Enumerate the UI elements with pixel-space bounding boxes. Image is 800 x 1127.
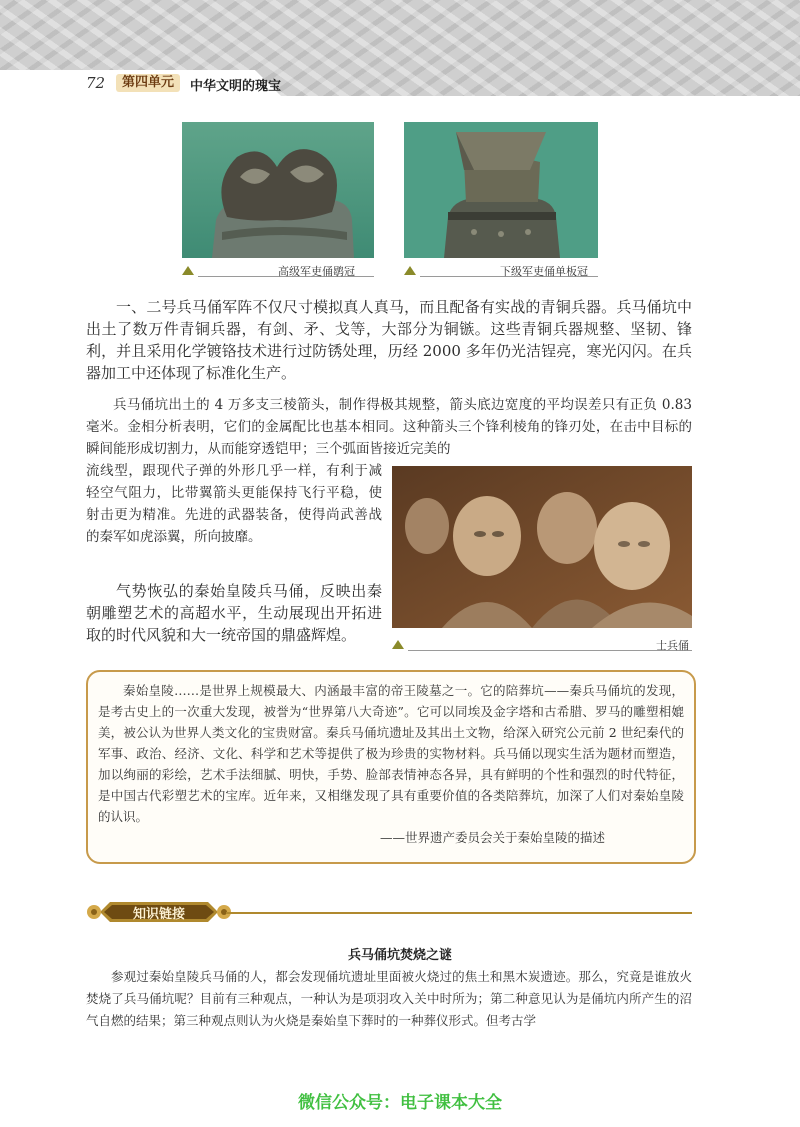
figure-caption-1: 高级军吏俑鹖冠 — [278, 265, 355, 278]
unit-title: 中华文明的瑰宝 — [190, 79, 282, 94]
body-paragraph-2-continued: 流线型，跟现代子弹的外形几乎一样，有利于减轻空气阻力，比带翼箭头更能保持飞行平稳，使射击更为精准。先进的武器装备，使得尚武善战的秦军如虎添翼，所向披靡。 — [86, 463, 382, 545]
quote-source: ——世界遗产委员会关于秦始皇陵的描述 — [380, 830, 606, 845]
photo-lower-officer-cap — [404, 122, 598, 258]
header-divider — [0, 96, 800, 102]
photo-soldier-figurines — [392, 466, 692, 628]
figure-caption-2: 下级军吏俑单板冠 — [500, 265, 588, 278]
footer-watermark: 微信公众号：电子课本大全 — [298, 1093, 502, 1113]
knowledge-link-banner — [86, 897, 232, 927]
body-paragraph-2: 兵马俑坑出土的 4 万多支三棱箭头，制作得极其规整，箭头底边宽度的平均误差只有正负 0.83 毫米。金相分析表明，它们的金属配比也基本相同。这种箭头三个锋利棱角的锋刃处，在击中目标的瞬间能形成切割力，从而能穿透铠甲；三个弧面皆接近完美的 — [86, 397, 692, 457]
photo-high-officer-cap — [182, 122, 374, 258]
body-paragraph-1: 一、二号兵马俑军阵不仅尺寸模拟真人真马，而且配备有实战的青铜兵器。兵马俑坑中出土了数万件青铜兵器，有剑、矛、戈等，大部分为铜镞。这些青铜兵器规整、坚韧、锋利，并且采用化学镀铬技术进行过防锈处理，历经 2000 多年仍光洁锃亮，寒光闪闪。在兵器加工中还体现了标准化生产。 — [86, 298, 692, 382]
soldier-figurines-image — [392, 466, 692, 628]
caption-marker-icon — [404, 266, 416, 275]
body-paragraph-3: 气势恢弘的秦始皇陵兵马俑，反映出秦朝雕塑艺术的高超水平，生动展现出开拓进取的时代风貌和大一统帝国的鼎盛辉煌。 — [86, 582, 382, 644]
knowledge-title: 兵马俑坑焚烧之谜 — [347, 948, 452, 963]
caption-marker-icon — [392, 640, 404, 649]
knowledge-text: 参观过秦始皇陵兵马俑的人，都会发现俑坑遗址里面被火烧过的焦土和黑木炭遗迹。那么，究竟是谁放火焚烧了兵马俑坑呢？目前有三种观点，一种认为是项羽攻入关中时所为；第二种意见认为是俑坑内所产生的沼气自燃的结果；第三种观点则认为火烧是秦始皇下葬时的一种葬仪形式。但考古学 — [86, 969, 692, 1028]
caption-marker-icon — [182, 266, 194, 275]
caption-rule — [408, 650, 692, 651]
figure-caption-3: 士兵俑 — [656, 639, 689, 652]
knowledge-link-rule — [226, 912, 692, 914]
quote-text: 秦始皇陵……是世界上规模最大、内涵最丰富的帝王陵墓之一。它的陪葬坑——秦兵马俑坑的发现，是考古史上的一次重大发现，被誉为“世界第八大奇迹”。它可以同埃及金字塔和古希腊、罗马的雕塑相媲美，被公认为世界人类文化的宝贵财富。秦兵马俑坑遗址及其出土文物，给深入研究公元前 2 世纪秦代的军事、政治、经济、文化、科学和艺术等提供了极为珍贵的实物材料。兵马俑以现实生活为题材而塑造，加以绚丽的彩绘，艺术手法细腻、明快，手势、脸部表情神态各异，具有鲜明的个性和强烈的时代特征，是中国古代彩塑艺术的宝库。近年来，又相继发现了具有重要价值的各类陪葬坑，加深了人们对秦始皇陵的认识。 — [98, 683, 684, 824]
knowledge-link-label: 知识链接 — [132, 907, 185, 922]
high-officer-cap-image — [182, 122, 374, 258]
unit-badge: 第四单元 — [116, 74, 180, 92]
page-number: 72 — [86, 74, 106, 92]
lower-officer-cap-image — [404, 122, 598, 258]
